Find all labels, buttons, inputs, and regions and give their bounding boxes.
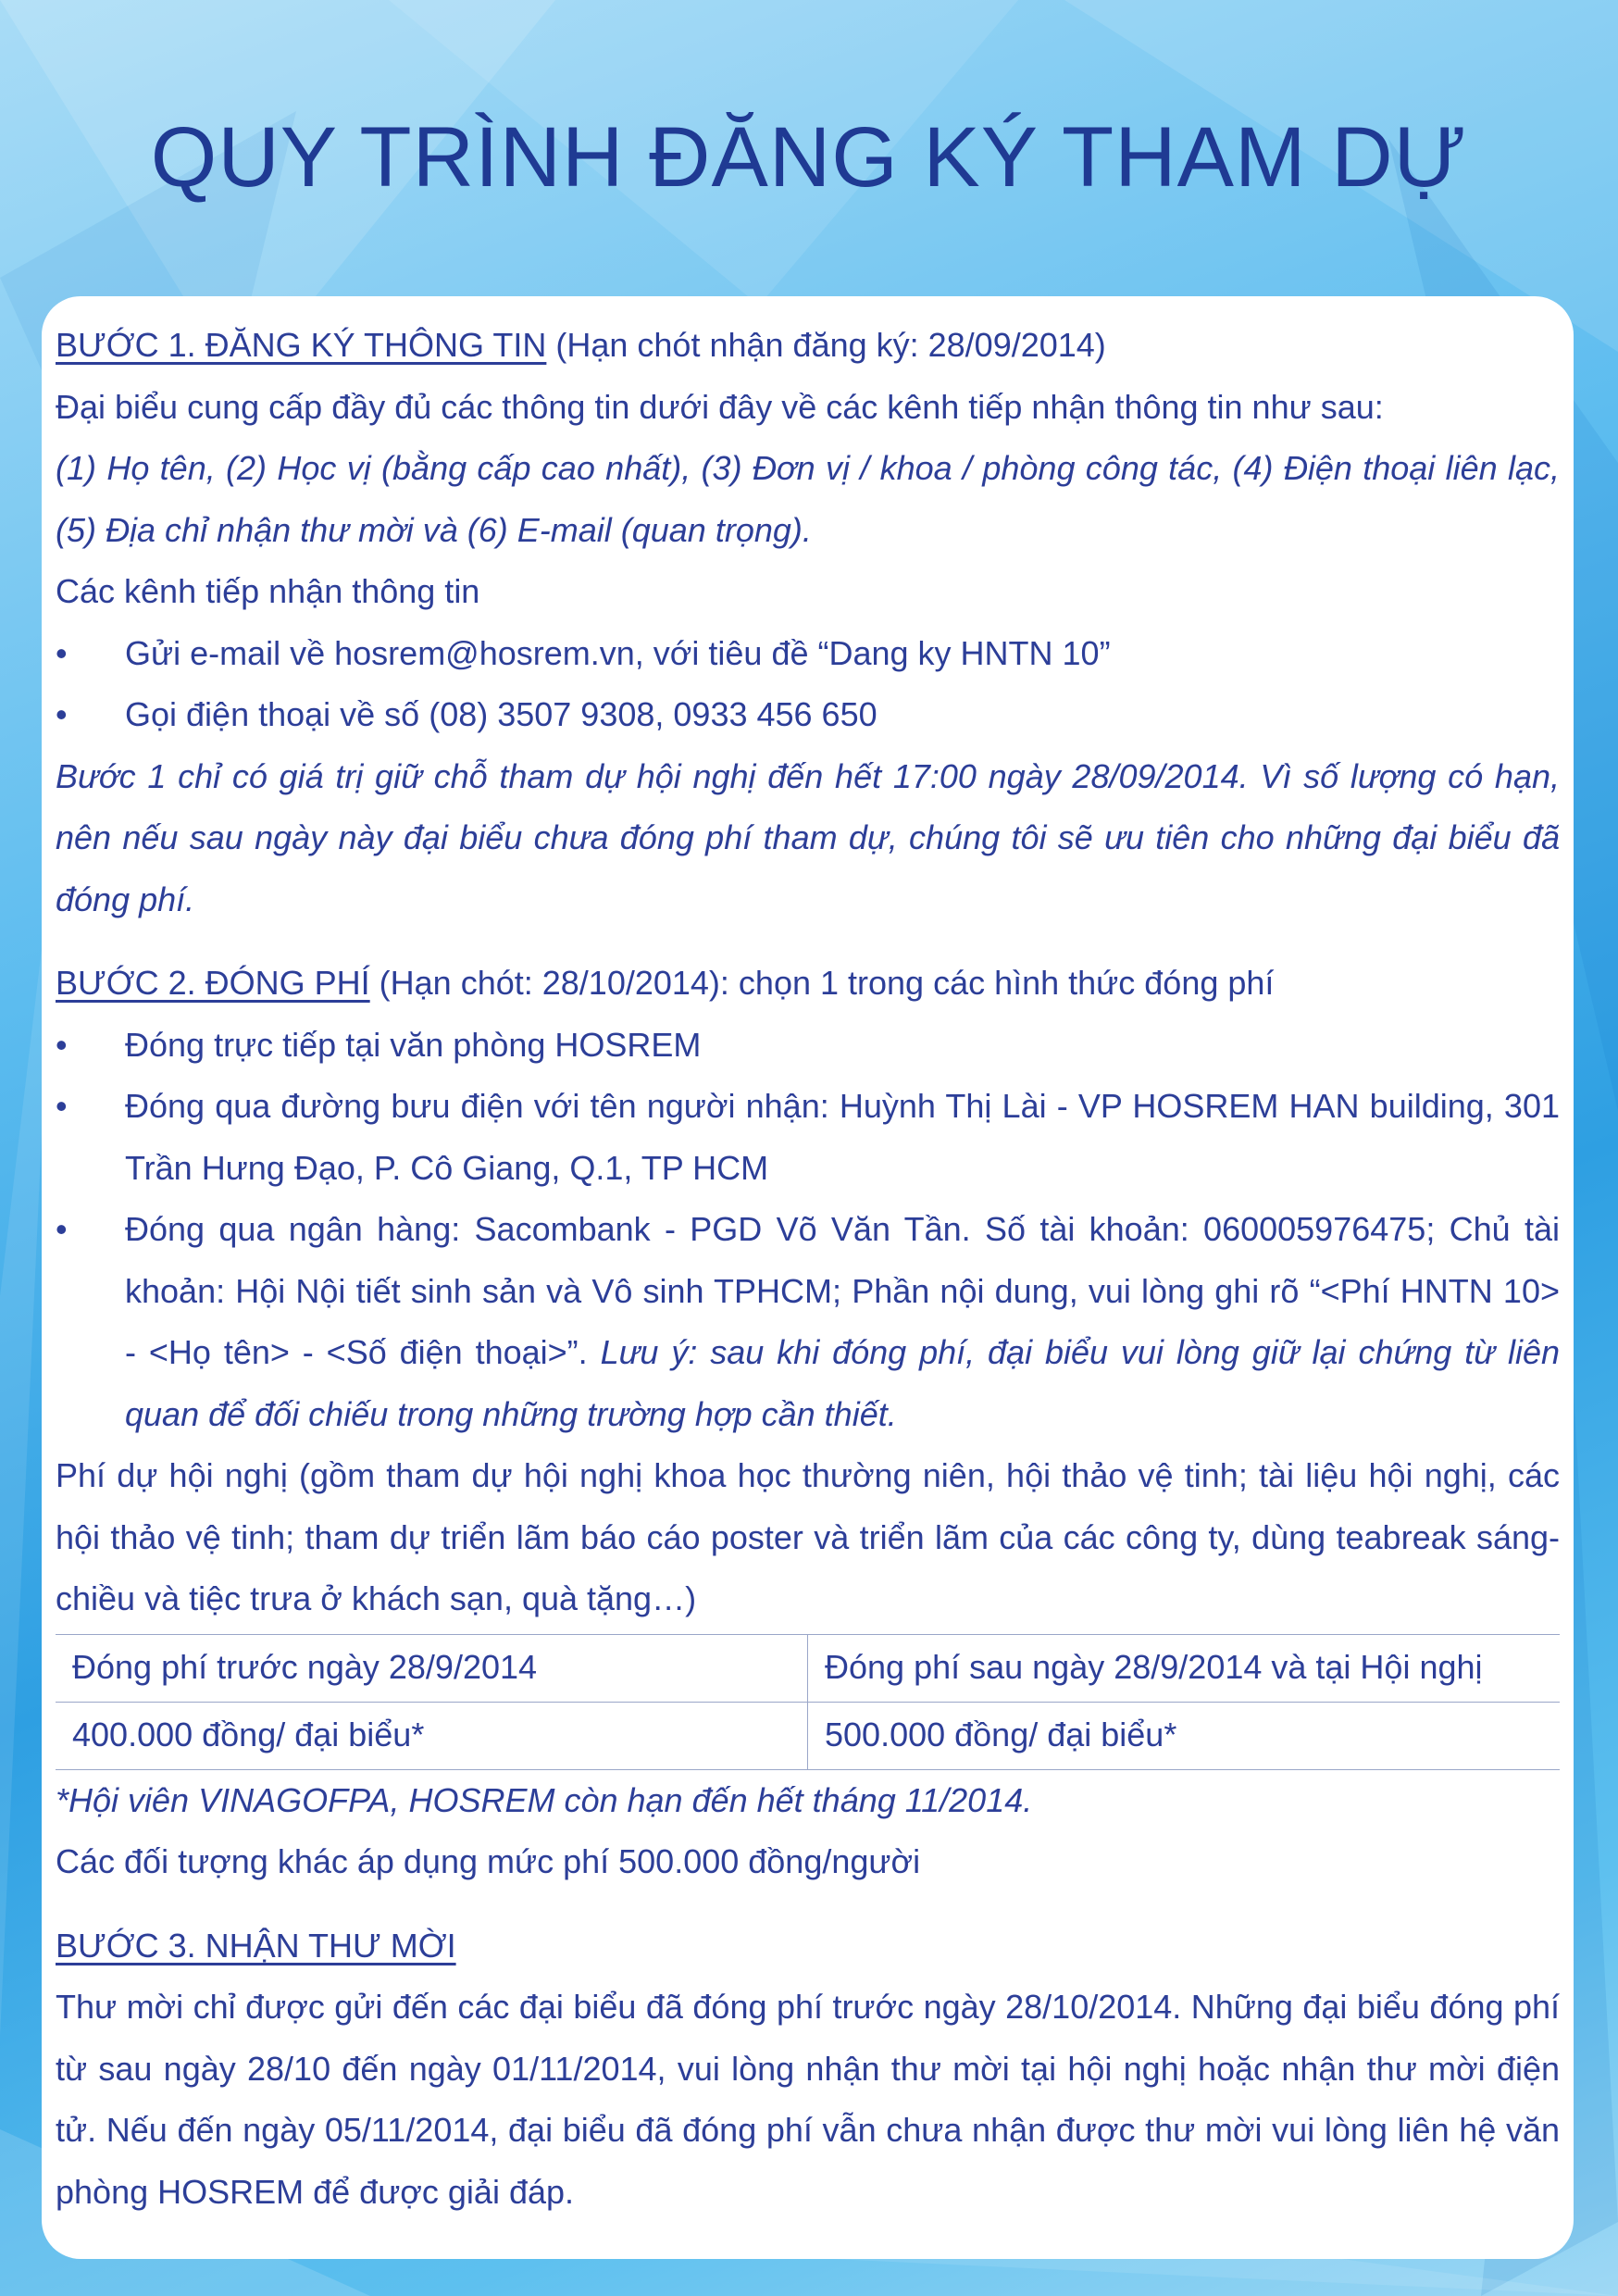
step1-note: Bước 1 chỉ có giá trị giữ chỗ tham dự hội nghị đến hết 17:00 ngày 28/09/2014. Vì số lượng có hạn, nên nếu sau ngày này đại biểu chưa đóng phí tham dự, chúng tôi sẽ ưu tiên cho những đại biểu đã đóng phí. [56, 756, 1560, 918]
fee-includes: Phí dự hội nghị (gồm tham dự hội nghị khoa học thường niên, hội thảo vệ tinh; tài liệu hội nghị, các hội thảo vệ tinh; tham dự triển lãm báo cáo poster và triển lãm của các công ty, dùng teabreak sáng-chiều và tiệc trưa ở khách sạn, quà tặng…) [56, 1456, 1560, 1617]
channel-item: • Gọi điện thoại về số (08) 3507 9308, 0933 456 650 [56, 684, 1560, 746]
bullet-icon: • [56, 633, 68, 672]
step1-deadline: (Hạn chót nhận đăng ký: 28/09/2014) [546, 326, 1106, 364]
step3-heading: BƯỚC 3. NHẬN THƯ MỜI [56, 1926, 456, 1965]
fee-table-header: Đóng phí sau ngày 28/9/2014 và tại Hội nghị [808, 1634, 1561, 1702]
step1-channels-label: Các kênh tiếp nhận thông tin [56, 572, 480, 610]
fee-table-header-row [56, 1634, 1560, 1702]
bullet-icon: • [56, 1025, 68, 1064]
fee-table-row [56, 1702, 1560, 1769]
step3-heading-line [56, 1915, 1560, 1978]
content [56, 315, 1560, 2223]
step1-intro: Đại biểu cung cấp đầy đủ các thông tin dưới đây về các kênh tiếp nhận thông tin như sau: [56, 387, 1384, 426]
step1-required-info: (1) Họ tên, (2) Học vị (bằng cấp cao nhất), (3) Đơn vị / khoa / phòng công tác, (4) Điện thoại liên lạc, (5) Địa chỉ nhận thư mời và (6) E-mail (quan trọng). [56, 449, 1560, 549]
member-footnote: *Hội viên VINAGOFPA, HOSREM còn hạn đến hết tháng 11/2014. [56, 1780, 1033, 1819]
payment-method-item: • Đóng qua đường bưu điện với tên người nhận: Huỳnh Thị Lài - VP HOSREM HAN building, 301 Trần Hưng Đạo, P. Cô Giang, Q.1, TP HCM [56, 1076, 1560, 1199]
fee-table-cell: 400.000 đồng/ đại biểu* [56, 1702, 808, 1769]
fee-table-cell: 500.000 đồng/ đại biểu* [808, 1702, 1561, 1769]
step1-heading: BƯỚC 1. ĐĂNG KÝ THÔNG TIN [56, 326, 547, 364]
fee-table [56, 1634, 1560, 1770]
step1-heading-line [56, 315, 1560, 377]
bullet-icon: • [56, 695, 68, 733]
payment-method-item: • Đóng trực tiếp tại văn phòng HOSREM [56, 1015, 1560, 1077]
step2-heading: BƯỚC 2. ĐÓNG PHÍ [56, 964, 370, 1002]
payment-method-bank: • Đóng qua ngân hàng: Sacombank - PGD Võ Văn Tần. Số tài khoản: 060005976475; Chủ tài khoản: Hội Nội tiết sinh sản và Vô sinh TPHCM; Phần nội dung, vui lòng ghi rõ “<Phí HNTN 10> - <Họ tên> - <Số điện thoại>”. Lưu ý: sau khi đóng phí, đại biểu vui lòng giữ lại chứng từ liên quan để đối chiếu trong những trường hợp cần thiết. [56, 1199, 1560, 1445]
page-title: QUY TRÌNH ĐĂNG KÝ THAM DỰ [150, 110, 1468, 205]
step2-deadline: (Hạn chót: 28/10/2014): chọn 1 trong các hình thức đóng phí [369, 964, 1275, 1002]
bullet-icon: • [56, 1087, 68, 1125]
fee-table-header: Đóng phí trước ngày 28/9/2014 [56, 1634, 808, 1702]
bullet-icon: • [56, 1210, 68, 1248]
bank-note: Lưu ý: sau khi đóng phí, đại biểu vui lòng giữ lại chứng từ liên quan để đối chiếu trong những trường hợp cần thiết. [125, 1333, 1560, 1433]
channel-item: • Gửi e-mail về hosrem@hosrem.vn, với tiêu đề “Dang ky HNTN 10” [56, 623, 1560, 685]
other-fee: Các đối tượng khác áp dụng mức phí 500.000 đồng/người [56, 1842, 921, 1880]
step3-text: Thư mời chỉ được gửi đến các đại biểu đã đóng phí trước ngày 28/10/2014. Những đại biểu đóng phí từ sau ngày 28/10 đến ngày 01/11/2014, vui lòng nhận thư mời tại hội nghị hoặc nhận thư mời điện tử. Nếu đến ngày 05/11/2014, đại biểu đã đóng phí vẫn chưa nhận được thư mời vui lòng liên hệ văn phòng HOSREM để được giải đáp. [56, 1988, 1560, 2211]
step2-heading-line [56, 953, 1560, 1015]
